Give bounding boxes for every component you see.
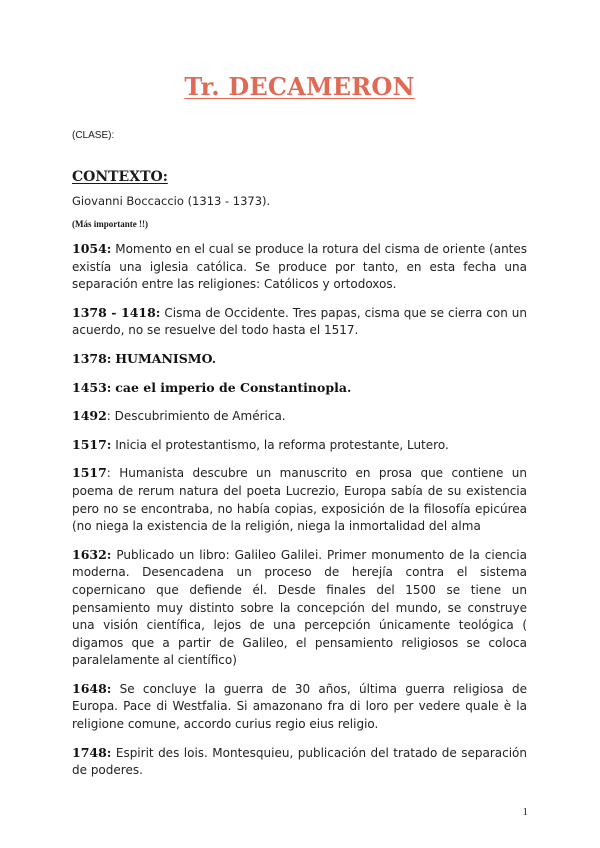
document-title: Tr. DECAMERON <box>184 72 415 101</box>
entry-year: 1517 <box>72 465 107 481</box>
entry-year: 1054: <box>72 241 112 256</box>
importance-note: (Más importante !!) <box>72 219 148 229</box>
entry-year: 1378: <box>72 350 112 366</box>
author-line: Giovanni Boccaccio (1313 - 1373). <box>72 194 271 208</box>
entry-text: : Descubrimiento de América. <box>106 409 286 424</box>
clase-label: (CLASE): <box>72 130 115 141</box>
entry-text: Se concluye la guerra de 30 años, última guerra religiosa de Europa. Pace di Westfalia. Si amazonano fra di loro per vedere quale è la religione comune, accordo curius regio eius religio. <box>72 681 527 732</box>
entry-text: cae el imperio de Constantinopla. <box>115 379 352 395</box>
entry-year: 1748: <box>72 744 112 760</box>
timeline-entry <box>72 436 527 455</box>
entry-year: 1517: <box>72 436 112 452</box>
timeline-entry <box>72 546 527 670</box>
entry-year: 1378 - 1418: <box>72 304 161 320</box>
context-heading: CONTEXTO: <box>72 169 168 185</box>
entry-year: 1648: <box>72 680 112 696</box>
entry-year: 1632: <box>72 546 112 562</box>
page-number: 1 <box>522 806 528 818</box>
timeline-entry <box>72 379 527 398</box>
timeline-entry <box>72 304 527 340</box>
entry-year: 1492 <box>72 408 107 424</box>
entry-text: Momento en el cual se produce la rotura del cisma de oriente (antes existía una iglesia católica. Se produce por tanto, en esta fecha una separación entre las religiones: Católicos y ortodoxos. <box>72 242 528 292</box>
timeline-entry <box>72 744 527 780</box>
entry-text: Cisma de Occidente. Tres papas, cisma que se cierra con un acuerdo, no se resuelve del todo hasta el 1517. <box>72 305 528 338</box>
entry-year: 1453: <box>72 379 112 395</box>
timeline-entry <box>72 407 527 426</box>
entry-text: : Humanista descubre un manuscrito en prosa que contiene un poema de rerum natura del poeta Lucrezio, Europa sabía de su existencia pero no se encontraba, no había copias, exposición de la filosofía epicúrea (no niega la existencia de la religión, niega la inmortalidad del alma <box>72 466 527 534</box>
entry-text: Espirit des lois. Montesquieu, publicación del tratado de separación de poderes. <box>72 745 527 778</box>
timeline-entries <box>72 240 527 790</box>
timeline-entry <box>72 240 527 294</box>
timeline-entry <box>72 350 527 369</box>
timeline-entry <box>72 680 527 734</box>
entry-text: HUMANISMO. <box>115 350 217 366</box>
entry-text: Publicado un libro: Galileo Galilei. Primer monumento de la ciencia moderna. Desencadena un proceso de herejía contra el sistema copernicano que defiende él. Desde finales del 1500 se tiene un pensamiento muy distinto sobre la concepción del mundo, se construye una visión científica, lejos de una percepción únicamente teológica ( digamos que a partir de Galileo, el pensamiento religiosos se coloca paralelamente al científico) <box>72 547 527 668</box>
timeline-entry <box>72 464 527 535</box>
entry-text: Inicia el protestantismo, la reforma protestante, Lutero. <box>115 437 449 452</box>
